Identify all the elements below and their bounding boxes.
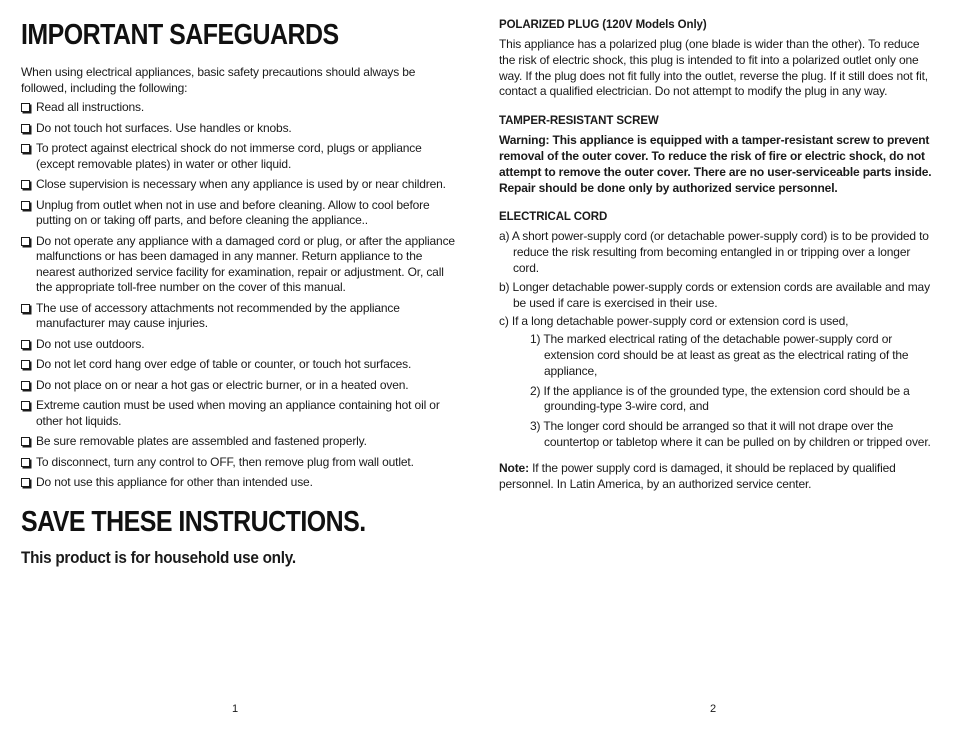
checkbox-bullet-icon [21, 124, 30, 133]
checkbox-bullet-icon [21, 340, 30, 349]
safeguard-text: Do not place on or near a hot gas or electric burner, or in a heated oven. [36, 377, 409, 392]
section-title: ELECTRICAL CORD [499, 211, 608, 224]
safeguard-item [21, 378, 457, 394]
tamper-resistant-section [499, 114, 935, 196]
checkbox-bullet-icon [21, 201, 30, 210]
checkbox-bullet-icon [21, 478, 30, 487]
safeguard-item [21, 337, 457, 353]
safeguard-item [21, 455, 457, 471]
cord-sublist [530, 332, 935, 451]
safeguard-text: Be sure removable plates are assembled and fastened properly. [36, 434, 367, 448]
safeguard-text: Unplug from outlet when not in use and before cleaning. Allow to cool before putting on or taking off parts, and before cleaning the appliance.. [36, 197, 430, 227]
note-label: Note: [499, 460, 529, 475]
checkbox-bullet-icon [21, 401, 30, 410]
safeguard-text: To disconnect, turn any control to OFF, then remove plug from wall outlet. [36, 454, 414, 469]
safeguard-item [21, 198, 457, 229]
checkbox-bullet-icon [21, 437, 30, 446]
safeguard-item [21, 434, 457, 450]
safeguard-text: Do not touch hot surfaces. Use handles or knobs. [36, 120, 292, 135]
page-number-left: 1 [232, 703, 239, 715]
left-page [21, 18, 457, 569]
checkbox-bullet-icon [21, 103, 30, 112]
safeguard-item [21, 475, 457, 491]
electrical-cord-section [499, 210, 935, 492]
safeguard-text: Do not operate any appliance with a damaged cord or plug, or after the appliance malfunctions or has been damaged in any manner. Return appliance to the nearest authorized service facility for examination, repair or adjustment. Or, call the appropriate toll-free number on the cover of this manual. [36, 233, 455, 294]
cord-list [499, 229, 935, 450]
section-body: This appliance has a polarized plug (one blade is wider than the other). To reduce the risk of electric shock, this plug is intended to fit into a polarized outlet only one way. If the plug does not fit fully into the outlet, reverse the plug. If it still does not fit, contact a qualified electrician. Do not attempt to modify the plug in any way. [499, 37, 928, 99]
cord-item: a) A short power-supply cord (or detachable power-supply cord) is to be provided to reduce the risk resulting from becoming entangled in or tripping over a longer cord. [499, 229, 929, 275]
save-instructions-heading: SAVE THESE INSTRUCTIONS. [21, 505, 366, 538]
cord-item-text: c) If a long detachable power-supply cord or extension cord is used, [499, 314, 849, 329]
safeguard-item [21, 141, 457, 172]
safeguard-item [21, 100, 457, 116]
safeguard-text: To protect against electrical shock do not immerse cord, plugs or appliance (except removable plates) in water or other liquid. [36, 141, 422, 171]
safeguard-text: Close supervision is necessary when any appliance is used by or near children. [36, 177, 446, 191]
safeguard-text: Do not use this appliance for other than intended use. [36, 475, 313, 489]
cord-subitem: 1) The marked electrical rating of the detachable power-supply cord or extension cord should be at least as great as the electrical rating of the appliance, [530, 332, 909, 378]
safeguard-text: The use of accessory attachments not recommended by the appliance manufacturer may cause injuries. [36, 300, 400, 330]
safeguard-item [21, 301, 457, 332]
cord-subitem: 3) The longer cord should be arranged so that it will not drape over the countertop or tabletop where it can be pulled on by children or tripped over. [530, 419, 931, 449]
checkbox-bullet-icon [21, 360, 30, 369]
checkbox-bullet-icon [21, 458, 30, 467]
checkbox-bullet-icon [21, 304, 30, 313]
safeguard-item [21, 177, 457, 193]
safeguard-text: Do not let cord hang over edge of table or counter, or touch hot surfaces. [36, 357, 412, 371]
cord-item [499, 314, 935, 450]
page-number-right: 2 [710, 703, 717, 715]
intro-text: When using electrical appliances, basic safety precautions should always be followed, including the following: [21, 65, 416, 95]
checkbox-bullet-icon [21, 180, 30, 189]
household-use-note: This product is for household use only. [21, 547, 296, 567]
section-title: POLARIZED PLUG (120V Models Only) [499, 19, 707, 31]
safeguard-text: Do not use outdoors. [36, 336, 145, 351]
safeguard-item [21, 398, 457, 429]
polarized-plug-section [499, 18, 935, 100]
safeguard-text: Extreme caution must be used when moving an appliance containing hot oil or other hot liquids. [36, 398, 440, 428]
checkbox-bullet-icon [21, 381, 30, 390]
checkbox-bullet-icon [21, 237, 30, 246]
safeguard-text: Read all instructions. [36, 100, 145, 114]
warning-body: Warning: This appliance is equipped with a tamper-resistant screw to prevent removal of the outer cover. To reduce the risk of fire or electric shock, do not attempt to remove the outer cover. There are no user-serviceable parts inside. Repair should be done only by authorized service personnel. [499, 133, 932, 195]
safeguard-item [21, 234, 457, 296]
section-title: TAMPER-RESISTANT SCREW [499, 115, 659, 128]
cord-subitem: 2) If the appliance is of the grounded type, the extension cord should be a grounding-type 3-wire cord, and [530, 383, 910, 414]
checkbox-bullet-icon [21, 144, 30, 153]
safeguard-item [21, 357, 457, 373]
page-title: IMPORTANT SAFEGUARDS [21, 19, 339, 51]
cord-note [499, 461, 935, 493]
note-text: If the power supply cord is damaged, it should be replaced by qualified personnel. In Latin America, by an authorized service center. [499, 460, 896, 491]
safeguard-item [21, 121, 457, 137]
safeguards-list [21, 100, 457, 491]
cord-item: b) Longer detachable power-supply cords or extension cords are available and may be used if care is exercised in their use. [499, 279, 930, 310]
right-page [499, 18, 935, 492]
